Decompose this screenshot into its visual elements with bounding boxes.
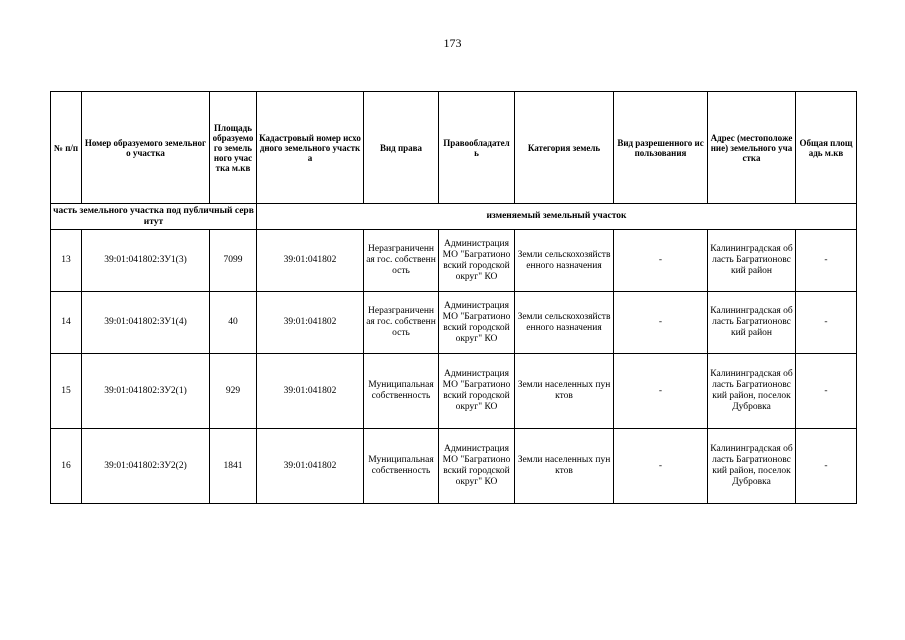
cell-cadastral: 39:01:041802	[257, 429, 364, 504]
cell-cadastral: 39:01:041802	[257, 292, 364, 354]
table-row	[51, 230, 857, 292]
land-plots-table	[50, 91, 857, 504]
cell-address: Калининградская область Багратионовский район	[708, 292, 796, 354]
cell-total-area: -	[796, 429, 857, 504]
cell-num: 16	[51, 429, 82, 504]
cell-cadastral: 39:01:041802	[257, 230, 364, 292]
table-row	[51, 429, 857, 504]
cell-category: Земли сельскохозяйственного назначения	[515, 230, 614, 292]
cell-cadastral: 39:01:041802	[257, 354, 364, 429]
cell-permitted-use: -	[614, 354, 708, 429]
cell-right-type: Муниципальная собственность	[364, 354, 439, 429]
header-land-category: Категория земель	[515, 92, 614, 204]
cell-holder: Администрация МО "Багратионовский городской округ" КО	[439, 429, 515, 504]
header-source-cadastral: Кадастровый номер исходного земельного участка	[257, 92, 364, 204]
cell-area: 7099	[210, 230, 257, 292]
cell-permitted-use: -	[614, 292, 708, 354]
cell-right-type: Неразграниченная гос. собственность	[364, 230, 439, 292]
cell-area: 929	[210, 354, 257, 429]
group-right-label: изменяемый земельный участок	[257, 204, 857, 230]
header-formed-number: Номер образуемого земельного участка	[82, 92, 210, 204]
header-holder: Правообладатель	[439, 92, 515, 204]
header-address: Адрес (местоположение) земельного участка	[708, 92, 796, 204]
page-number: 173	[443, 36, 462, 50]
cell-formed-number: 39:01:041802:ЗУ1(4)	[82, 292, 210, 354]
cell-total-area: -	[796, 292, 857, 354]
cell-num: 13	[51, 230, 82, 292]
cell-num: 15	[51, 354, 82, 429]
header-total-area: Общая площадь м.кв	[796, 92, 857, 204]
cell-formed-number: 39:01:041802:ЗУ2(2)	[82, 429, 210, 504]
group-row	[51, 204, 857, 230]
cell-area: 40	[210, 292, 257, 354]
cell-formed-number: 39:01:041802:ЗУ2(1)	[82, 354, 210, 429]
cell-permitted-use: -	[614, 429, 708, 504]
cell-permitted-use: -	[614, 230, 708, 292]
header-permitted-use: Вид разрешенного использования	[614, 92, 708, 204]
cell-address: Калининградская область Багратионовский район, поселок Дубровка	[708, 429, 796, 504]
cell-holder: Администрация МО "Багратионовский городской округ" КО	[439, 292, 515, 354]
group-left-label: часть земельного участка под публичный сервитут	[51, 204, 257, 230]
table-header-row	[51, 92, 857, 204]
cell-holder: Администрация МО "Багратионовский городской округ" КО	[439, 354, 515, 429]
cell-num: 14	[51, 292, 82, 354]
cell-total-area: -	[796, 354, 857, 429]
cell-area: 1841	[210, 429, 257, 504]
cell-total-area: -	[796, 230, 857, 292]
cell-holder: Администрация МО "Багратионовский городской округ" КО	[439, 230, 515, 292]
cell-category: Земли населенных пунктов	[515, 429, 614, 504]
header-num: № п/п	[51, 92, 82, 204]
cell-address: Калининградская область Багратионовский район, поселок Дубровка	[708, 354, 796, 429]
cell-address: Калининградская область Багратионовский район	[708, 230, 796, 292]
header-right-type: Вид права	[364, 92, 439, 204]
header-area-formed: Площадь образуемого земельного участка м.кв	[210, 92, 257, 204]
table-row	[51, 354, 857, 429]
cell-right-type: Неразграниченная гос. собственность	[364, 292, 439, 354]
cell-category: Земли сельскохозяйственного назначения	[515, 292, 614, 354]
cell-right-type: Муниципальная собственность	[364, 429, 439, 504]
cell-formed-number: 39:01:041802:ЗУ1(3)	[82, 230, 210, 292]
cell-category: Земли населенных пунктов	[515, 354, 614, 429]
table-row	[51, 292, 857, 354]
